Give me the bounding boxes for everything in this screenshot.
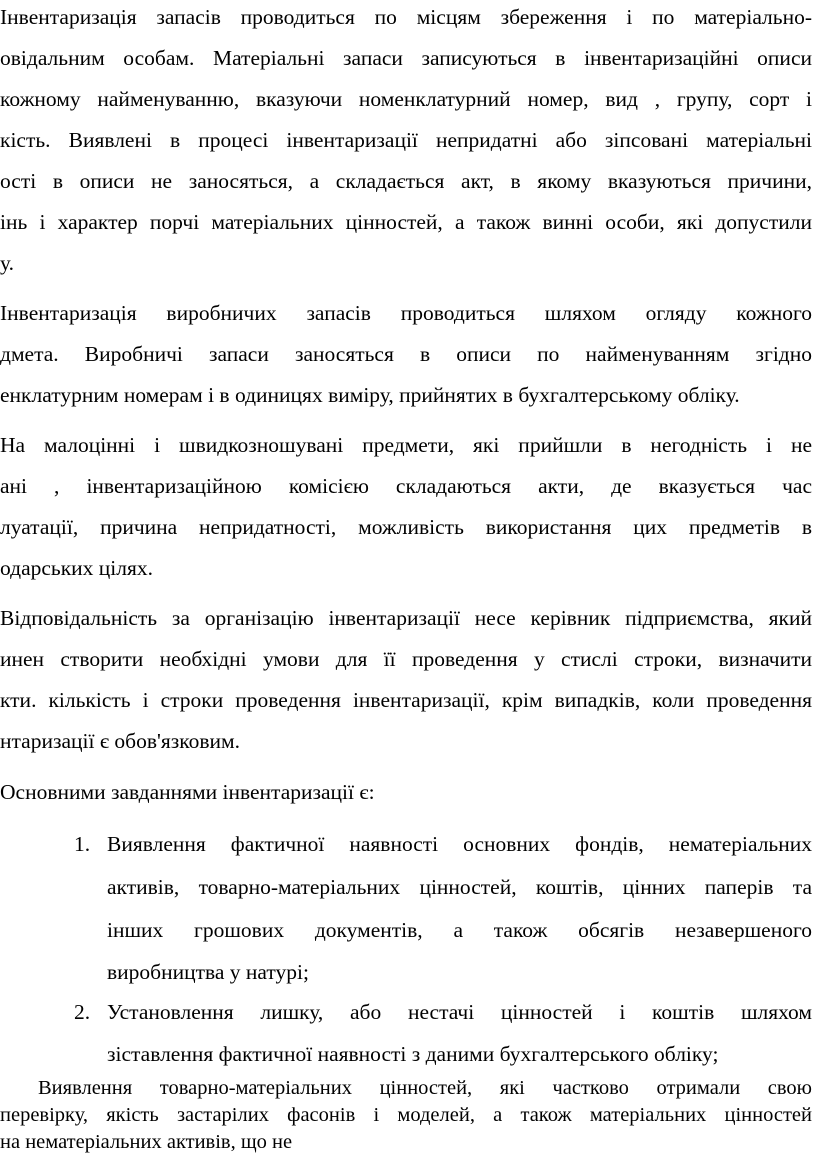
- paragraph-3-line-3: луатації, причина непридатності, можливість використання цих предметів в: [0, 515, 812, 539]
- paragraph-2-line-2: дмета. Виробничі запаси заносяться в описи по найменуванням згідно: [0, 342, 812, 366]
- list-item-1-line-3: інших грошових документів, а також обсягів незавершеного: [107, 918, 812, 942]
- paragraph-1-line-4: кість. Виявлені в процесі інвентаризації непридатні або зіпсовані матеріальні: [0, 128, 812, 152]
- paragraph-1-line-6: інь і характер порчі матеріальних цінностей, а також винні особи, які допустили: [0, 210, 812, 234]
- closing-line-2: перевірку, якість застарілих фасонів і моделей, а також матеріальних цінностей: [0, 1104, 812, 1126]
- paragraph-3-line-1: На малоцінні і швидкозношувані предмети, які прийшли в негодність і не: [0, 433, 812, 457]
- paragraph-3-line-4: одарських цілях.: [0, 556, 154, 580]
- paragraph-4-line-1: Відповідальність за організацію інвентаризації несе керівник підприємства, який: [0, 606, 812, 630]
- paragraph-1-line-7: у.: [0, 251, 14, 275]
- paragraph-2-line-1: Інвентаризація виробничих запасів проводиться шляхом огляду кожного: [0, 301, 812, 325]
- paragraph-2-line-3: енклатурним номерам і в одиницях виміру, прийнятих в бухгалтерському обліку.: [0, 383, 740, 407]
- list-item-2-number: 2.: [74, 1000, 91, 1024]
- paragraph-3-line-2: ані , інвентаризаційною комісією складаються акти, де вказується час: [0, 474, 812, 498]
- paragraph-1-line-3: кожному найменуванню, вказуючи номенклатурний номер, вид , групу, сорт і: [0, 87, 812, 111]
- paragraph-1-line-5: ості в описи не заносяться, а складається акт, в якому вказуються причини,: [0, 169, 812, 193]
- list-item-1-line-4: виробництва у натурі;: [107, 960, 309, 984]
- paragraph-4-line-4: нтаризації є обов'язковим.: [0, 729, 241, 753]
- list-item-1-number: 1.: [74, 832, 91, 856]
- paragraph-5-line-1: Основними завданнями інвентаризації є:: [0, 780, 375, 804]
- list-item-1-line-1: Виявлення фактичної наявності основних фондів, нематеріальних: [107, 832, 812, 856]
- list-item-2-line-1: Установлення лишку, або нестачі цінностей і коштів шляхом: [107, 1000, 812, 1024]
- paragraph-4-line-2: инен створити необхідні умови для її проведення у стислі строки, визначити: [0, 647, 812, 671]
- paragraph-1-line-2: овідальним особам. Матеріальні запаси записуються в інвентаризаційні описи: [0, 46, 812, 70]
- closing-line-1: Виявлення товарно-матеріальних цінностей, які частково отримали свою: [38, 1077, 812, 1099]
- closing-line-3: на нематеріальних активів, що не: [0, 1131, 293, 1153]
- paragraph-4-line-3: кти. кількість і строки проведення інвентаризації, крім випадків, коли проведення: [0, 688, 812, 712]
- list-item-1-line-2: активів, товарно-матеріальних цінностей, коштів, цінних паперів та: [107, 875, 812, 899]
- list-item-2-line-2: зіставлення фактичної наявності з даними бухгалтерського обліку;: [107, 1042, 719, 1066]
- paragraph-1-line-1: Інвентаризація запасів проводиться по місцям збереження і по матеріально-: [0, 5, 812, 29]
